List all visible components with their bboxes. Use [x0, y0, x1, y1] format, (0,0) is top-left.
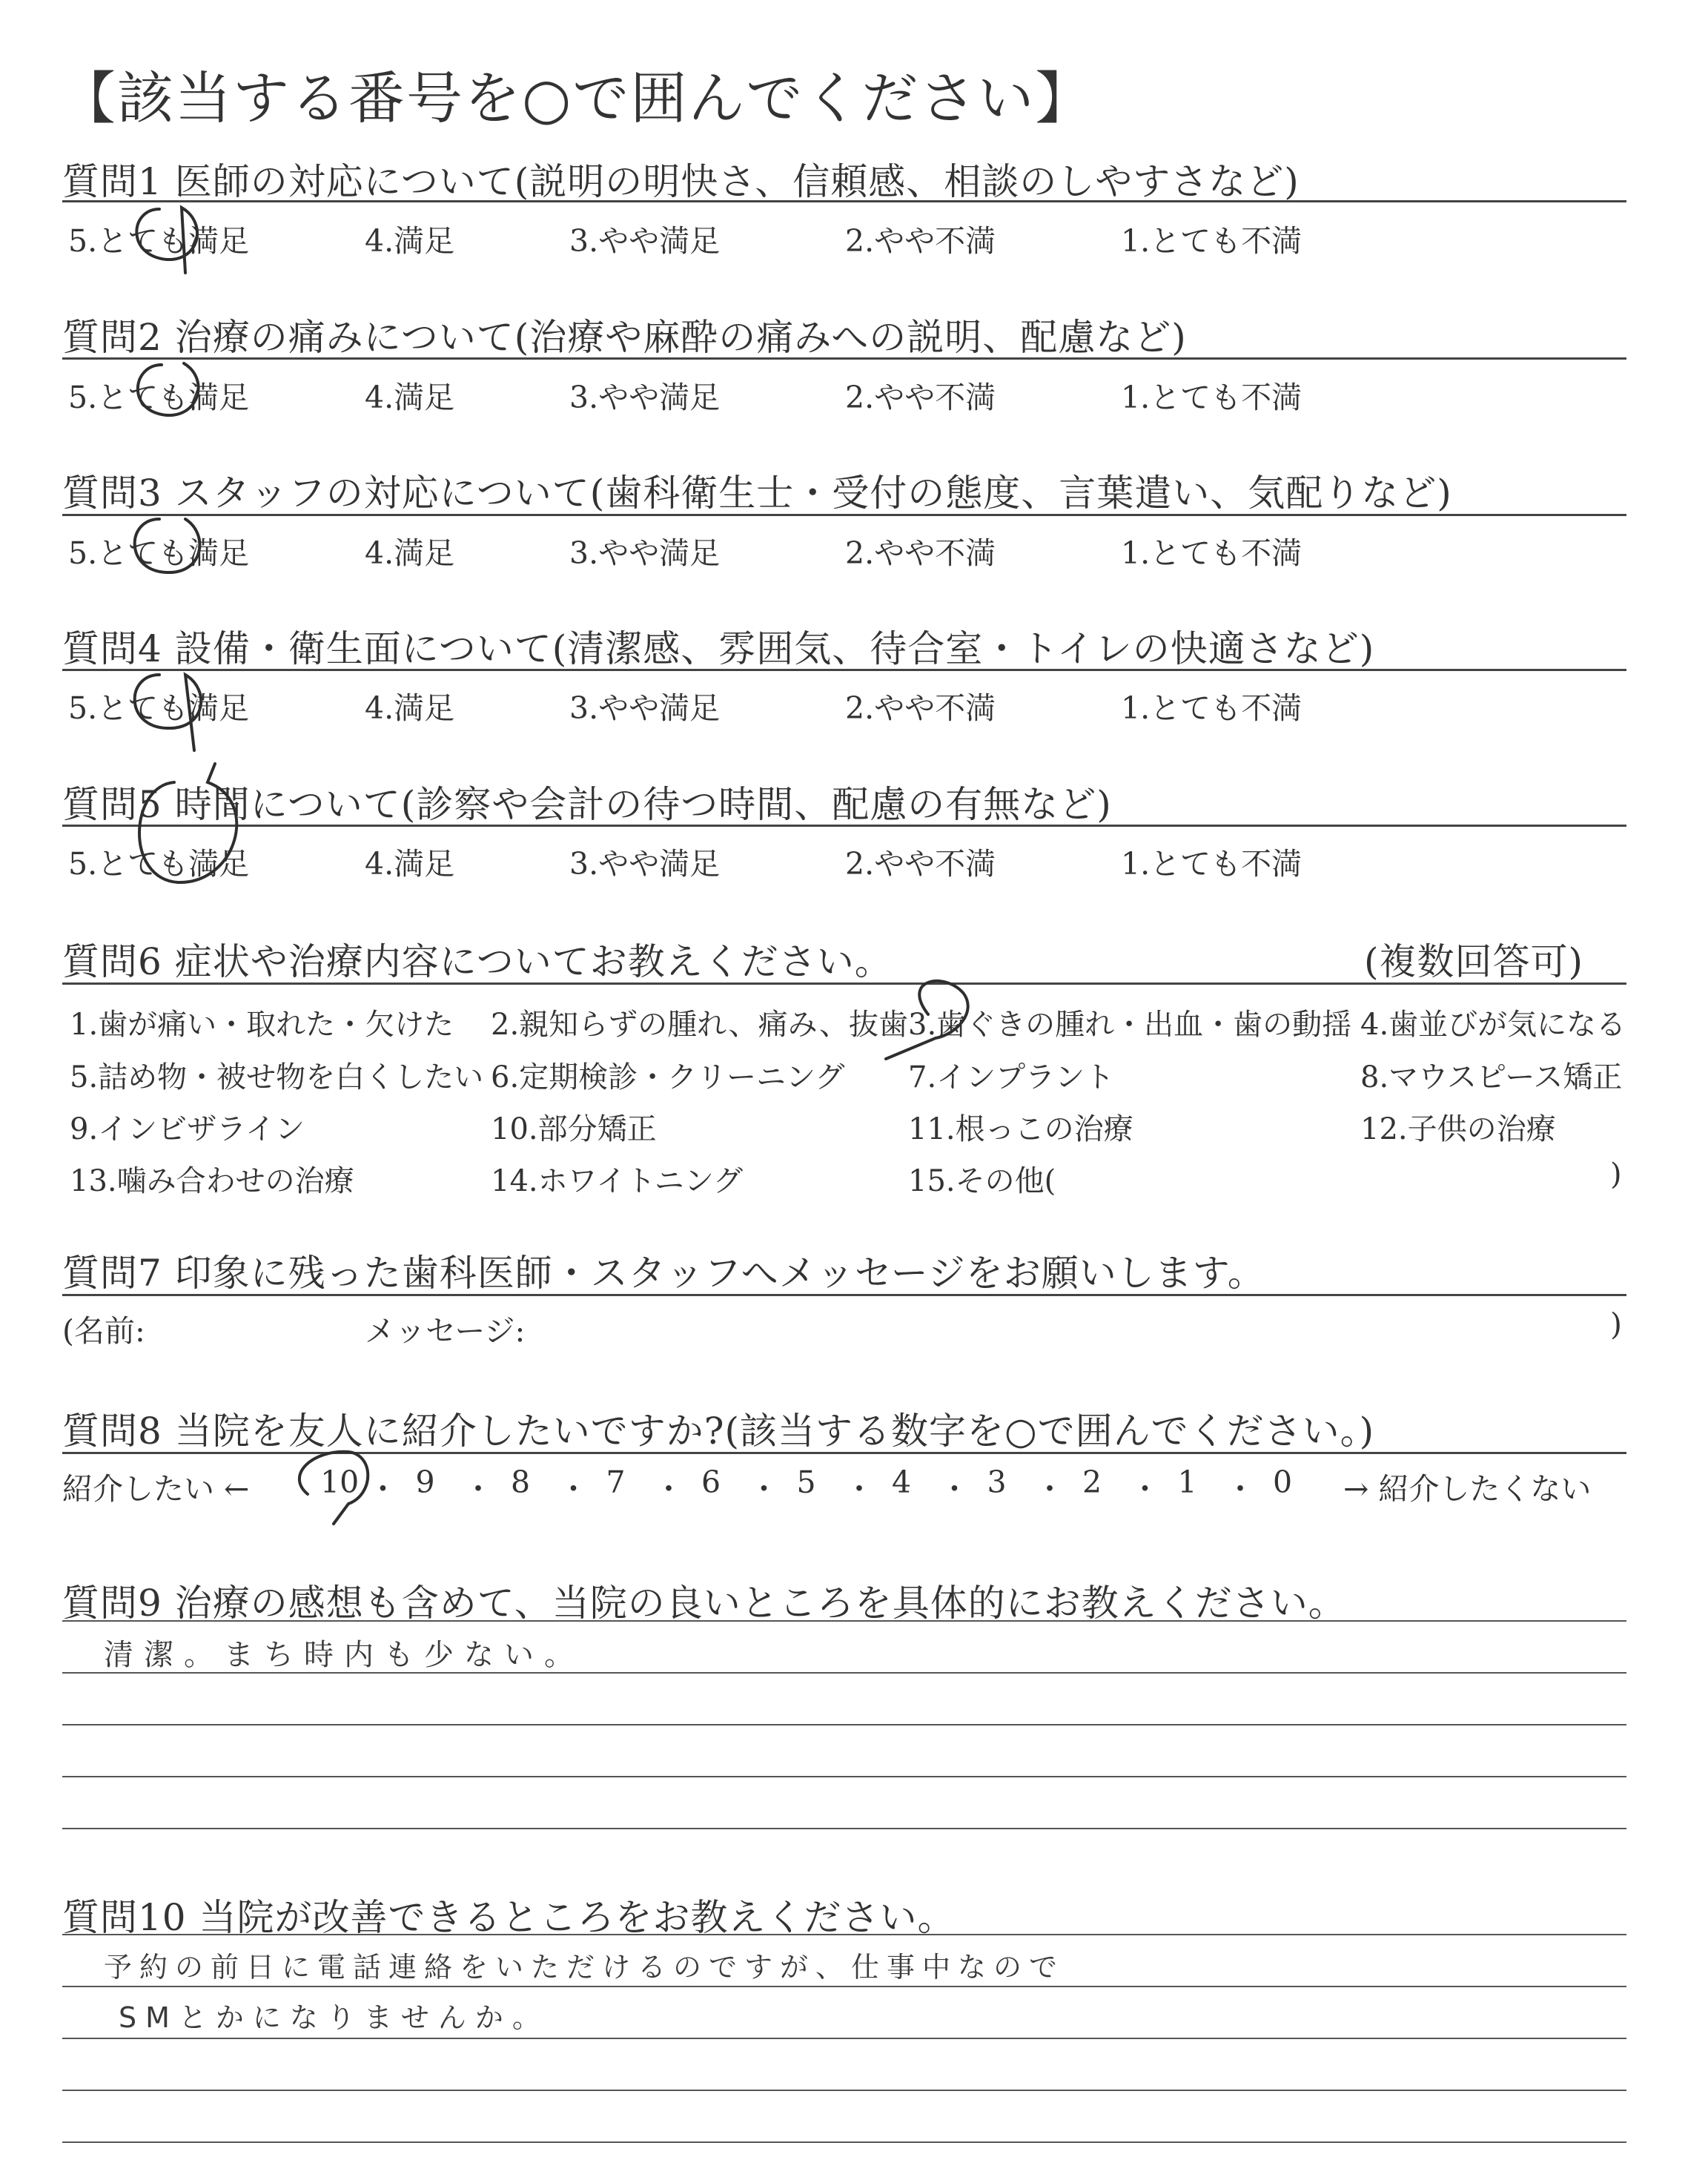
q5-option-3[interactable]: 3.やや満足 — [569, 846, 721, 882]
q5-option-5[interactable]: 5.とても満足 — [68, 846, 250, 882]
q8-option-0[interactable]: 0 — [1273, 1464, 1293, 1500]
q4-rule — [62, 669, 1626, 671]
q8-rule — [62, 1452, 1626, 1454]
q6-option-1[interactable]: 1.歯が痛い・取れた・欠けた — [70, 1008, 454, 1042]
q10-answer-line-1[interactable]: 予約の前日に電話連絡をいただけるのですが、仕事中なので — [104, 1951, 1065, 1984]
q4-option-5[interactable]: 5.とても満足 — [68, 690, 250, 726]
q8-option-10[interactable]: 10 — [320, 1464, 360, 1500]
q9-line-1 — [62, 1620, 1626, 1622]
q8-option-5[interactable]: 5 — [796, 1464, 816, 1500]
q1-option-5[interactable]: 5.とても満足 — [68, 223, 250, 259]
q6-multiple-note: (複数回答可) — [1364, 940, 1584, 983]
q1-option-3[interactable]: 3.やや満足 — [569, 223, 721, 259]
q8-separator: ・ — [844, 1471, 875, 1507]
q6-option-4[interactable]: 4.歯並びが気になる — [1360, 1008, 1626, 1042]
q8-separator: ・ — [939, 1471, 970, 1507]
q6-option-10[interactable]: 10.部分矯正 — [491, 1112, 657, 1146]
q8-separator: ・ — [558, 1471, 589, 1507]
q8-option-1[interactable]: 1 — [1177, 1464, 1197, 1500]
q8-separator: ・ — [653, 1471, 684, 1507]
q2-option-5[interactable]: 5.とても満足 — [68, 380, 250, 415]
q3-option-3[interactable]: 3.やや満足 — [569, 535, 721, 571]
q4-option-2[interactable]: 2.やや不満 — [845, 690, 996, 726]
q3-option-2[interactable]: 2.やや不満 — [845, 535, 996, 571]
q8-separator: ・ — [1034, 1471, 1065, 1507]
q10-line-2 — [62, 1986, 1626, 1987]
q3-rule — [62, 514, 1626, 516]
q8-left-label: 紹介したい ← — [62, 1471, 250, 1507]
q1-option-2[interactable]: 2.やや不満 — [845, 223, 996, 259]
q1-option-4[interactable]: 4.満足 — [365, 223, 455, 259]
q9-title: 質問9 治療の感想も含めて、当院の良いところを具体的にお教えください。 — [62, 1582, 1346, 1625]
q8-option-7[interactable]: 7 — [606, 1464, 626, 1500]
q8-separator: ・ — [1225, 1471, 1256, 1507]
q6-option-12[interactable]: 12.子供の治療 — [1360, 1112, 1556, 1146]
q1-rule — [62, 200, 1626, 202]
q8-option-9[interactable]: 9 — [415, 1464, 435, 1500]
q3-option-5[interactable]: 5.とても満足 — [68, 535, 250, 571]
q4-option-1[interactable]: 1.とても不満 — [1121, 690, 1302, 726]
q10-answer-line-2[interactable]: SMとかになりませんか。 — [119, 2001, 549, 2034]
q5-rule — [62, 825, 1626, 827]
q10-line-3 — [62, 2038, 1626, 2039]
q2-option-3[interactable]: 3.やや満足 — [569, 380, 721, 415]
q6-option-13[interactable]: 13.噛み合わせの治療 — [70, 1164, 354, 1198]
q2-option-1[interactable]: 1.とても不満 — [1121, 380, 1302, 415]
q3-option-4[interactable]: 4.満足 — [365, 535, 455, 571]
q8-title: 質問8 当院を友人に紹介したいですか?(該当する数字を○で囲んでください。) — [62, 1410, 1375, 1453]
q7-message-label: メッセージ: — [365, 1313, 526, 1349]
q6-title: 質問6 症状や治療内容についてお教えください。 — [62, 940, 893, 983]
q5-option-4[interactable]: 4.満足 — [365, 846, 455, 882]
q6-option-7[interactable]: 7.インプラント — [908, 1060, 1115, 1094]
q6-option-2[interactable]: 2.親知らずの腫れ、痛み、抜歯 — [491, 1008, 908, 1042]
q6-rule — [62, 982, 1626, 985]
q5-option-1[interactable]: 1.とても不満 — [1121, 846, 1302, 882]
q7-name-label: (名前: — [62, 1313, 145, 1349]
q8-separator: ・ — [1130, 1471, 1160, 1507]
q3-title: 質問3 スタッフの対応について(歯科衛生士・受付の態度、言葉遣い、気配りなど) — [62, 472, 1452, 515]
q9-line-4 — [62, 1776, 1626, 1777]
q6-option-15[interactable]: 15.その他( — [908, 1164, 1056, 1198]
q2-option-2[interactable]: 2.やや不満 — [845, 380, 996, 415]
q10-title: 質問10 当院が改善できるところをお教えください。 — [62, 1896, 956, 1939]
q6-option-8[interactable]: 8.マウスピース矯正 — [1360, 1060, 1623, 1094]
q2-rule — [62, 357, 1626, 360]
q8-option-6[interactable]: 6 — [701, 1464, 721, 1500]
q8-option-4[interactable]: 4 — [892, 1464, 912, 1500]
q9-line-5 — [62, 1828, 1626, 1829]
q1-option-1[interactable]: 1.とても不満 — [1121, 223, 1302, 259]
q8-separator: ・ — [463, 1471, 494, 1507]
q8-option-8[interactable]: 8 — [511, 1464, 531, 1500]
q6-option-14[interactable]: 14.ホワイトニング — [491, 1164, 744, 1198]
q8-right-label: → 紹介したくない — [1343, 1471, 1592, 1507]
q3-option-1[interactable]: 1.とても不満 — [1121, 535, 1302, 571]
q6-option-6[interactable]: 6.定期検診・クリーニング — [491, 1060, 845, 1094]
page-header: 【該当する番号を○で囲んでください】 — [59, 65, 1093, 131]
q2-option-4[interactable]: 4.満足 — [365, 380, 455, 415]
q8-option-2[interactable]: 2 — [1082, 1464, 1102, 1500]
q4-option-3[interactable]: 3.やや満足 — [569, 690, 721, 726]
q6-option-5[interactable]: 5.詰め物・被せ物を白くしたい — [70, 1060, 484, 1094]
q10-line-5 — [62, 2141, 1626, 2143]
q5-option-2[interactable]: 2.やや不満 — [845, 846, 996, 882]
q6-option-9[interactable]: 9.インビザライン — [70, 1112, 305, 1146]
q9-answer[interactable]: 清潔。まち時内も少ない。 — [104, 1638, 584, 1672]
q7-close-paren: ) — [1610, 1307, 1622, 1342]
q6-option-11[interactable]: 11.根っこの治療 — [908, 1112, 1133, 1146]
q8-separator: ・ — [749, 1471, 779, 1507]
q8-option-3[interactable]: 3 — [987, 1464, 1007, 1500]
q8-separator: ・ — [368, 1471, 398, 1507]
q5-title: 質問5 時間について(診察や会計の待つ時間、配慮の有無など) — [62, 783, 1112, 826]
q6-option-3[interactable]: 3.歯ぐきの腫れ・出血・歯の動揺 — [908, 1008, 1352, 1042]
q10-line-1 — [62, 1934, 1626, 1935]
q2-title: 質問2 治療の痛みについて(治療や麻酔の痛みへの説明、配慮など) — [62, 316, 1187, 359]
q10-line-4 — [62, 2090, 1626, 2091]
q7-title: 質問7 印象に残った歯科医師・スタッフへメッセージをお願いします。 — [62, 1252, 1265, 1295]
q1-title: 質問1 医師の対応について(説明の明快さ、信頼感、相談のしやすさなど) — [62, 160, 1300, 203]
q6-other-close-paren: ) — [1610, 1157, 1622, 1192]
q9-line-2 — [62, 1672, 1626, 1674]
q4-title: 質問4 設備・衛生面について(清潔感、雰囲気、待合室・トイレの快適さなど) — [62, 627, 1375, 670]
q4-option-4[interactable]: 4.満足 — [365, 690, 455, 726]
q9-line-3 — [62, 1724, 1626, 1725]
q7-rule — [62, 1294, 1626, 1296]
